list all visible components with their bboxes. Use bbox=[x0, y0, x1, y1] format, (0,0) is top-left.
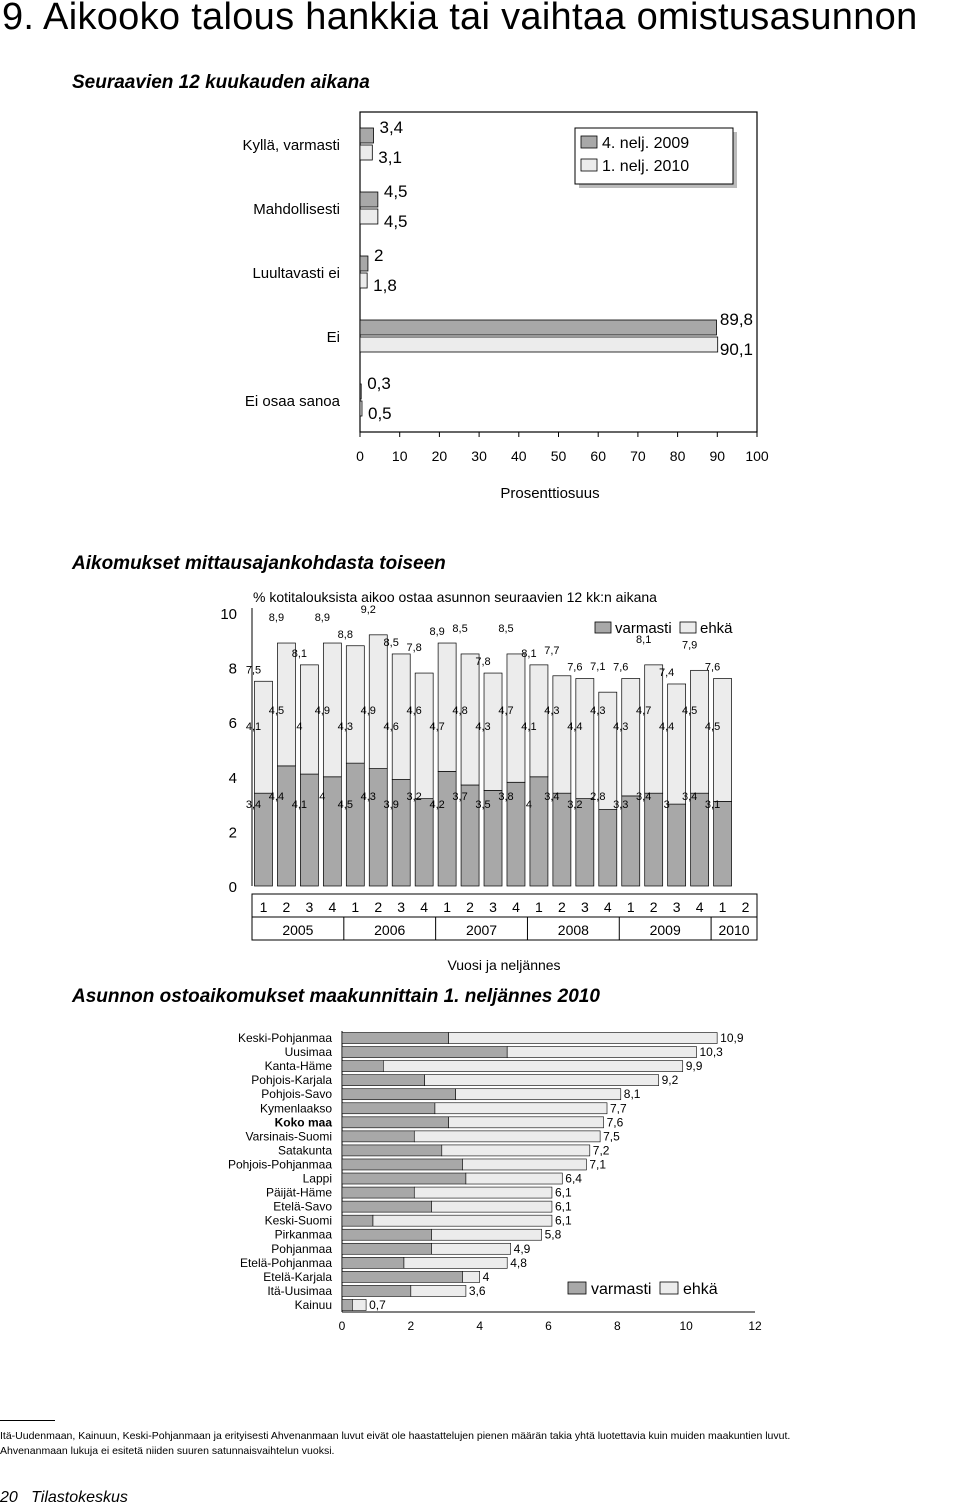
chart3-region-label: Pohjois-Savo bbox=[261, 1087, 332, 1102]
chart3-legend-label: varmasti bbox=[591, 1281, 652, 1298]
chart3-bar-ehka bbox=[462, 1271, 479, 1282]
chart2-total-label: 7,4 bbox=[659, 666, 675, 679]
chart1-data-label: 4,5 bbox=[383, 182, 408, 201]
chart2-total-label: 7,8 bbox=[406, 642, 422, 655]
chart3-region-label: Lappi bbox=[302, 1171, 332, 1186]
chart2-varmasti-label: 4 bbox=[319, 791, 326, 804]
chart3-legend-swatch bbox=[568, 1282, 586, 1294]
chart3-x-tick-label: 2 bbox=[407, 1319, 415, 1333]
chart2-quarter-label: 1 bbox=[626, 899, 635, 915]
chart3-total-label: 8,1 bbox=[623, 1087, 641, 1102]
chart3-bar-ehka bbox=[404, 1257, 507, 1268]
chart1-legend-label: 1. nelj. 2010 bbox=[602, 158, 690, 175]
chart2-bar-ehka bbox=[369, 635, 387, 769]
chart2-quarter-label: 3 bbox=[489, 899, 497, 915]
chart2-bar-ehka bbox=[415, 673, 433, 799]
chart2-total-label: 7,7 bbox=[544, 644, 560, 657]
chart1-data-label: 3,1 bbox=[378, 148, 402, 167]
page-footer bbox=[0, 1489, 128, 1507]
chart1-x-tick-label: 0 bbox=[356, 448, 364, 464]
publisher: Tilastokeskus bbox=[31, 1489, 128, 1506]
chart3-region-label: Varsinais-Suomi bbox=[245, 1129, 332, 1144]
chart2-varmasti-label: 3,5 bbox=[475, 799, 491, 812]
chart2-year-label: 2005 bbox=[282, 922, 314, 938]
chart1-bar bbox=[360, 273, 367, 288]
chart2-total-label: 8,9 bbox=[429, 626, 445, 639]
chart3-bar-varmasti bbox=[342, 1047, 507, 1058]
chart3-bar-ehka bbox=[462, 1159, 586, 1170]
chart2-title: Aikomukset mittausajankohdasta toiseen bbox=[72, 553, 446, 574]
chart1-x-axis-label: Prosenttiosuus bbox=[500, 485, 600, 502]
chart3-bar-ehka bbox=[507, 1047, 696, 1058]
chart2-total-label: 8,1 bbox=[636, 633, 652, 646]
chart2-legend-swatch bbox=[680, 622, 696, 633]
chart1-legend-swatch bbox=[581, 159, 597, 171]
chart2-total-label: 7,5 bbox=[245, 664, 262, 677]
chart1-category-label: Luultavasti ei bbox=[252, 265, 340, 282]
chart2-year-label: 2007 bbox=[465, 922, 498, 938]
chart1-x-tick-label: 10 bbox=[391, 448, 408, 464]
chart3-total-label: 9,2 bbox=[661, 1073, 679, 1088]
chart1-legend-label: 4. nelj. 2009 bbox=[602, 135, 690, 152]
chart2-bar-varmasti bbox=[346, 763, 364, 886]
chart2-bar-varmasti bbox=[323, 777, 341, 886]
chart2-legend-label: varmasti bbox=[615, 620, 672, 637]
chart2-ehka-label: 4 bbox=[296, 721, 303, 734]
chart2-ehka-label: 4,5 bbox=[704, 721, 721, 734]
chart3-area bbox=[0, 1020, 960, 1350]
chart1-bar bbox=[360, 384, 361, 399]
chart3-x-tick-label: 6 bbox=[545, 1319, 552, 1333]
chart2-bar-varmasti bbox=[668, 804, 686, 886]
chart1-data-label: 3,4 bbox=[379, 118, 404, 137]
chart3-bar-ehka bbox=[466, 1173, 562, 1184]
chart1-category-label: Ei osaa sanoa bbox=[244, 393, 340, 410]
chart2-ehka-label: 4,6 bbox=[406, 705, 422, 718]
chart3-bar-ehka bbox=[449, 1033, 717, 1044]
chart2-ehka-label: 4,4 bbox=[659, 721, 675, 734]
chart2-quarter-label: 2 bbox=[557, 899, 566, 915]
chart3-region-label: Etelä-Pohjanmaa bbox=[239, 1255, 332, 1270]
chart2-total-label: 8,5 bbox=[383, 636, 399, 649]
chart2-total-label: 7,6 bbox=[567, 661, 583, 674]
chart3-x-tick-label: 0 bbox=[338, 1319, 346, 1333]
chart2-total-label: 9,2 bbox=[360, 603, 376, 616]
chart2-varmasti-label: 3,3 bbox=[613, 799, 629, 812]
chart3-bar-ehka bbox=[373, 1215, 552, 1226]
chart3-x-tick-label: 12 bbox=[748, 1319, 762, 1333]
chart1-category-label: Mahdollisesti bbox=[253, 201, 340, 218]
chart3-bar-varmasti bbox=[342, 1201, 431, 1212]
footnote-line-1: Itä-Uudenmaan, Kainuun, Keski-Pohjanmaan ja erityisesti Ahvenanmaan luvut eivät ole haastattelujen pienen määrän takia yhtä luotettavia kuin muiden maakuntien luvut. bbox=[0, 1430, 791, 1442]
chart3-bar-varmasti bbox=[342, 1243, 431, 1254]
chart3-total-label: 4,9 bbox=[513, 1241, 531, 1256]
chart2-bar-ehka bbox=[461, 654, 479, 785]
chart1-data-label: 2 bbox=[373, 246, 384, 265]
chart2-quarter-label: 4 bbox=[603, 899, 612, 915]
footnote bbox=[0, 1429, 790, 1459]
chart2-y-tick-label: 0 bbox=[228, 879, 237, 896]
chart1-title: Seuraavien 12 kuukauden aikana bbox=[72, 72, 370, 93]
chart2-ehka-label: 4,8 bbox=[452, 705, 468, 718]
chart2-ehka-label: 4,9 bbox=[360, 705, 376, 718]
chart3-bar-varmasti bbox=[342, 1257, 404, 1268]
chart2-varmasti-label: 3,4 bbox=[681, 791, 698, 804]
chart2-y-tick-label: 10 bbox=[220, 606, 237, 623]
chart2-quarter-label: 2 bbox=[374, 899, 383, 915]
chart1-x-tick-label: 90 bbox=[709, 448, 726, 464]
chart1-bar bbox=[360, 128, 373, 143]
chart2-varmasti-label: 3,8 bbox=[498, 791, 514, 804]
chart2-quarter-label: 4 bbox=[328, 899, 337, 915]
chart3-bar-varmasti bbox=[342, 1299, 352, 1310]
chart2-bar-varmasti bbox=[415, 799, 433, 886]
chart2-legend-label: ehkä bbox=[700, 620, 733, 637]
chart1-bar bbox=[360, 337, 718, 352]
chart2-bar-varmasti bbox=[599, 810, 617, 886]
chart3-total-label: 4,8 bbox=[510, 1255, 527, 1270]
chart2-ehka-label: 4,5 bbox=[268, 705, 285, 718]
footnote-line-2: Ahvenanmaan lukuja ei esitetä niiden suuren satunnaisvaihtelun vuoksi. bbox=[0, 1445, 335, 1457]
chart2-total-label: 7,1 bbox=[590, 661, 606, 674]
chart2-varmasti-label: 3,9 bbox=[383, 799, 399, 812]
chart2-ehka-label: 4,7 bbox=[429, 721, 445, 734]
chart2-y-tick-label: 6 bbox=[228, 715, 237, 733]
chart1-legend-swatch bbox=[581, 136, 597, 148]
chart2-ehka-label: 4,6 bbox=[383, 721, 399, 734]
chart3-bar-varmasti bbox=[342, 1159, 462, 1170]
chart2-legend-swatch bbox=[595, 622, 611, 633]
chart2-bar-ehka bbox=[254, 681, 272, 793]
chart3-region-label: Pohjois-Karjala bbox=[251, 1073, 332, 1088]
chart2-quarter-label: 3 bbox=[672, 899, 681, 915]
chart2-bar-ehka bbox=[576, 679, 594, 799]
chart2-total-label: 7,9 bbox=[681, 639, 698, 652]
chart2-varmasti-label: 3,4 bbox=[636, 791, 652, 804]
chart2-ehka-label: 4,1 bbox=[245, 721, 262, 734]
chart2-ehka-label: 4,7 bbox=[636, 705, 652, 718]
chart3-bar-ehka bbox=[442, 1145, 590, 1156]
chart2-bar-varmasti bbox=[438, 771, 456, 886]
chart3-bar-ehka bbox=[414, 1187, 552, 1198]
chart1-bar bbox=[360, 320, 717, 335]
chart3-x-tick-label: 10 bbox=[679, 1319, 693, 1333]
chart2-varmasti-label: 3,4 bbox=[245, 799, 262, 812]
chart1-area bbox=[0, 100, 960, 520]
chart3-bar-varmasti bbox=[342, 1033, 449, 1044]
chart2-varmasti-label: 3 bbox=[663, 799, 670, 812]
chart1-data-label: 89,8 bbox=[719, 310, 753, 329]
chart2-bar-ehka bbox=[714, 679, 732, 802]
chart2-varmasti-label: 3,2 bbox=[406, 791, 422, 804]
chart2-total-label: 8,9 bbox=[268, 612, 285, 625]
chart3-bar-ehka bbox=[425, 1075, 659, 1086]
chart2-bar-ehka bbox=[300, 665, 318, 774]
chart2-quarter-label: 1 bbox=[535, 899, 543, 915]
chart3-region-label: Kymenlaakso bbox=[259, 1101, 332, 1116]
chart2-bar-ehka bbox=[668, 684, 686, 804]
chart3-total-label: 9,9 bbox=[685, 1059, 703, 1074]
chart2-ehka-label: 4,3 bbox=[475, 721, 491, 734]
footnote-rule bbox=[0, 1420, 55, 1421]
chart3-bar-ehka bbox=[431, 1201, 551, 1212]
chart3-legend-swatch bbox=[660, 1282, 678, 1294]
chart2-ehka-label: 4,1 bbox=[521, 721, 537, 734]
chart3-bar-varmasti bbox=[342, 1271, 462, 1282]
chart2-total-label: 8,1 bbox=[291, 647, 308, 660]
chart2-total-label: 8,8 bbox=[337, 628, 353, 641]
chart2-ehka-label: 4,3 bbox=[544, 705, 560, 718]
chart2-quarter-label: 4 bbox=[695, 899, 704, 915]
chart3-region-label: Koko maa bbox=[274, 1115, 332, 1130]
chart2-quarter-label: 4 bbox=[512, 899, 520, 915]
chart3-total-label: 6,4 bbox=[565, 1171, 582, 1186]
chart2-bar-varmasti bbox=[369, 769, 387, 886]
page-title: 9. Aikooko talous hankkia tai vaihtaa omistusasunnon bbox=[2, 0, 918, 38]
chart3-total-label: 6,1 bbox=[554, 1199, 572, 1214]
chart2-subtitle: % kotitalouksista aikoo ostaa asunnon seuraavien 12 kk:n aikana bbox=[253, 589, 657, 605]
chart1-x-tick-label: 70 bbox=[630, 448, 646, 464]
chart3-region-label: Keski-Pohjanmaa bbox=[237, 1031, 332, 1046]
chart2-quarter-label: 1 bbox=[718, 899, 727, 915]
chart1-data-label: 90,1 bbox=[719, 340, 753, 359]
chart3-total-label: 6,1 bbox=[554, 1185, 572, 1200]
chart1-bar bbox=[360, 401, 362, 416]
chart2-area bbox=[0, 580, 960, 980]
chart2-varmasti-label: 4,5 bbox=[337, 799, 353, 812]
chart2-total-label: 8,5 bbox=[452, 622, 468, 635]
chart1-x-tick-label: 20 bbox=[431, 448, 448, 464]
chart2-bar-ehka bbox=[553, 676, 571, 793]
chart3-bar-varmasti bbox=[342, 1061, 383, 1072]
chart2-quarter-label: 2 bbox=[466, 899, 474, 915]
chart3-bar-ehka bbox=[449, 1117, 604, 1128]
chart2-year-label: 2008 bbox=[557, 922, 589, 938]
chart2-bar-varmasti bbox=[714, 801, 732, 886]
chart2-bar-varmasti bbox=[277, 766, 295, 886]
chart2-ehka-label: 4,7 bbox=[498, 705, 514, 718]
chart3-region-label: Päijät-Häme bbox=[265, 1185, 332, 1200]
chart3-bar-ehka bbox=[431, 1229, 541, 1240]
chart1-bar bbox=[360, 256, 368, 271]
chart2-varmasti-label: 3,4 bbox=[544, 791, 560, 804]
chart1-x-tick-label: 40 bbox=[511, 448, 527, 464]
chart3-bar-varmasti bbox=[342, 1089, 456, 1100]
chart3-region-label: Etelä-Karjala bbox=[263, 1269, 332, 1284]
chart2-varmasti-label: 4 bbox=[525, 799, 532, 812]
chart2-quarter-label: 3 bbox=[580, 899, 589, 915]
chart3-bar-ehka bbox=[431, 1243, 510, 1254]
chart2-year-label: 2009 bbox=[649, 922, 681, 938]
chart2-varmasti-label: 3,2 bbox=[567, 799, 583, 812]
chart3-bar-varmasti bbox=[342, 1131, 414, 1142]
chart2-y-tick-label: 8 bbox=[228, 660, 237, 678]
chart3-region-label: Kanta-Häme bbox=[264, 1059, 332, 1074]
chart3-bar-varmasti bbox=[342, 1215, 373, 1226]
chart2-varmasti-label: 4,2 bbox=[429, 799, 445, 812]
chart2-ehka-label: 4,5 bbox=[681, 705, 698, 718]
chart2-ehka-label: 4,3 bbox=[613, 721, 629, 734]
chart2-quarter-label: 1 bbox=[259, 899, 268, 915]
chart3-legend-label: ehkä bbox=[683, 1281, 718, 1298]
chart2-ehka-label: 4,9 bbox=[314, 705, 330, 718]
chart2-quarter-label: 1 bbox=[443, 899, 452, 915]
chart2-y-tick-label: 4 bbox=[228, 769, 237, 787]
chart1-bar bbox=[360, 209, 378, 224]
chart2-bar-varmasti bbox=[645, 793, 663, 886]
chart2-y-tick-label: 2 bbox=[228, 824, 237, 842]
chart2-total-label: 7,8 bbox=[475, 656, 491, 669]
chart3-total-label: 7,7 bbox=[610, 1101, 627, 1116]
chart2-varmasti-label: 3,1 bbox=[704, 799, 721, 812]
chart3-region-label: Satakunta bbox=[277, 1143, 332, 1158]
chart2-ehka-label: 4,4 bbox=[567, 721, 583, 734]
chart3-region-label: Pirkanmaa bbox=[274, 1227, 332, 1242]
chart3-total-label: 4 bbox=[482, 1269, 490, 1284]
chart2-quarter-label: 2 bbox=[649, 899, 658, 915]
chart3-bar-varmasti bbox=[342, 1173, 466, 1184]
chart2-year-label: 2010 bbox=[718, 922, 750, 938]
chart2-quarter-label: 3 bbox=[305, 899, 314, 915]
chart3-total-label: 7,5 bbox=[603, 1129, 620, 1144]
chart1-category-label: Kyllä, varmasti bbox=[242, 137, 340, 154]
chart2-quarter-label: 2 bbox=[282, 899, 291, 915]
chart1-x-tick-label: 50 bbox=[550, 448, 567, 464]
chart3-total-label: 5,8 bbox=[544, 1227, 562, 1242]
chart2-bar-varmasti bbox=[300, 774, 318, 886]
chart3-total-label: 7,1 bbox=[589, 1157, 607, 1172]
chart2-ehka-label: 4,3 bbox=[590, 705, 606, 718]
chart3-total-label: 10,9 bbox=[720, 1031, 744, 1046]
chart2-quarter-label: 2 bbox=[741, 899, 750, 915]
chart1-bar bbox=[360, 192, 378, 207]
chart2-varmasti-label: 3,7 bbox=[452, 791, 468, 804]
chart2-year-label: 2006 bbox=[374, 922, 406, 938]
chart3-total-label: 0,7 bbox=[369, 1297, 386, 1312]
chart3-x-tick-label: 4 bbox=[476, 1319, 484, 1333]
chart3-bar-varmasti bbox=[342, 1145, 442, 1156]
chart2-total-label: 7,6 bbox=[704, 661, 721, 674]
chart3-region-label: Etelä-Savo bbox=[273, 1199, 332, 1214]
chart3-total-label: 10,3 bbox=[699, 1045, 723, 1060]
chart3-title: Asunnon ostoaikomukset maakunnittain 1. neljännes 2010 bbox=[72, 986, 600, 1007]
chart2-varmasti-label: 4,3 bbox=[360, 791, 376, 804]
chart1-data-label: 0,3 bbox=[367, 374, 391, 393]
chart3-bar-ehka bbox=[414, 1131, 600, 1142]
chart2-quarter-label: 3 bbox=[397, 899, 406, 915]
chart1-category-label: Ei bbox=[326, 329, 340, 346]
chart3-region-label: Pohjois-Pohjanmaa bbox=[227, 1157, 332, 1172]
chart3-region-label: Kainuu bbox=[294, 1297, 332, 1312]
chart2-total-label: 8,5 bbox=[498, 622, 514, 635]
chart3-bar-ehka bbox=[383, 1061, 682, 1072]
chart2-bar-ehka bbox=[507, 654, 525, 782]
chart1-bar bbox=[360, 145, 372, 160]
chart1-x-tick-label: 80 bbox=[669, 448, 686, 464]
chart3-bar-ehka bbox=[456, 1089, 621, 1100]
chart3-total-label: 6,1 bbox=[554, 1213, 572, 1228]
chart3-bar-varmasti bbox=[342, 1187, 414, 1198]
chart3-total-label: 7,6 bbox=[606, 1115, 624, 1130]
chart3-total-label: 3,6 bbox=[468, 1283, 486, 1298]
chart3-region-label: Uusimaa bbox=[284, 1045, 332, 1060]
chart2-quarter-label: 1 bbox=[351, 899, 360, 915]
chart3-region-label: Itä-Uusimaa bbox=[267, 1283, 332, 1298]
chart2-bar-varmasti bbox=[576, 799, 594, 886]
chart3-bar-varmasti bbox=[342, 1229, 431, 1240]
chart2-total-label: 8,1 bbox=[521, 647, 537, 660]
chart1-data-label: 0,5 bbox=[367, 404, 392, 423]
chart3-bar-varmasti bbox=[342, 1285, 411, 1296]
chart1-x-tick-label: 30 bbox=[471, 448, 487, 464]
chart2-bar-ehka bbox=[622, 679, 640, 796]
page-number: 20 bbox=[0, 1489, 18, 1506]
chart3-bar-varmasti bbox=[342, 1117, 449, 1128]
chart1-x-tick-label: 100 bbox=[745, 448, 769, 464]
chart3-total-label: 7,2 bbox=[592, 1143, 610, 1158]
chart2-varmasti-label: 4,4 bbox=[268, 791, 285, 804]
chart2-total-label: 7,6 bbox=[613, 661, 629, 674]
chart2-varmasti-label: 2,8 bbox=[590, 791, 606, 804]
chart3-x-tick-label: 8 bbox=[613, 1319, 621, 1333]
chart2-quarter-label: 4 bbox=[420, 899, 429, 915]
chart3-region-label: Keski-Suomi bbox=[264, 1213, 332, 1228]
chart3-bar-varmasti bbox=[342, 1075, 425, 1086]
chart3-bar-ehka bbox=[411, 1285, 466, 1296]
chart3-bar-varmasti bbox=[342, 1103, 435, 1114]
chart1-x-tick-label: 60 bbox=[590, 448, 606, 464]
chart1-data-label: 4,5 bbox=[383, 212, 408, 231]
chart3-region-label: Pohjanmaa bbox=[271, 1241, 332, 1256]
chart2-varmasti-label: 4,1 bbox=[291, 799, 308, 812]
chart2-x-axis-label: Vuosi ja neljännes bbox=[447, 957, 561, 973]
chart2-total-label: 8,9 bbox=[314, 612, 330, 625]
chart3-bar-ehka bbox=[352, 1299, 366, 1310]
chart1-data-label: 1,8 bbox=[373, 276, 397, 295]
chart3-bar-ehka bbox=[435, 1103, 607, 1114]
chart2-ehka-label: 4,3 bbox=[337, 721, 353, 734]
